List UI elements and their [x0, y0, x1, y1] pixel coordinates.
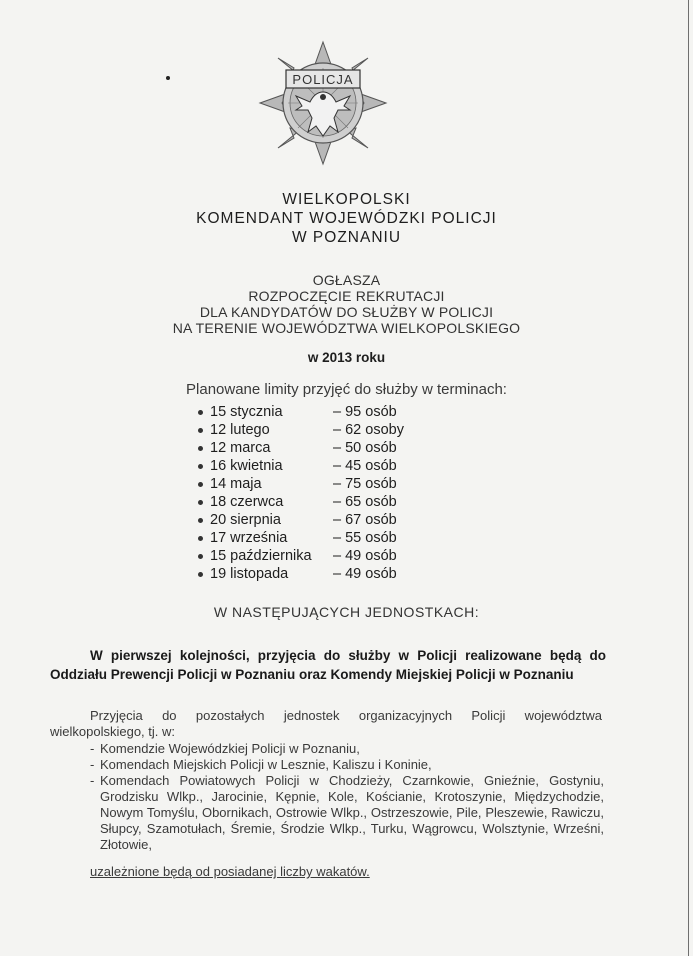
other-units-intro: Przyjęcia do pozostałych jednostek organizacyjnych Policji województwa wielkopolskiego, tj. w:: [50, 708, 602, 739]
limit-row: [198, 475, 438, 493]
limit-count: – 75 osób: [333, 476, 397, 492]
limit-count: – 67 osób: [333, 512, 397, 528]
limit-count: – 49 osób: [333, 548, 397, 564]
limit-count: – 95 osób: [333, 404, 397, 420]
scan-edge-line: [688, 0, 689, 956]
limit-date: 12 lutego: [210, 422, 270, 438]
limit-count: – 50 osób: [333, 440, 397, 456]
limit-row: [198, 403, 438, 421]
bullet-icon: [198, 554, 203, 559]
limit-count: – 55 osób: [333, 530, 397, 546]
heading-line-1: WIELKOPOLSKI: [282, 191, 411, 208]
bullet-icon: [198, 446, 203, 451]
limits-list: [198, 403, 438, 583]
limit-row: [198, 493, 438, 511]
announcement-line-2: ROZPOCZĘCIE REKRUTACJI: [248, 288, 445, 304]
limit-row: [198, 439, 438, 457]
limit-count: – 65 osób: [333, 494, 397, 510]
limit-date: 14 maja: [210, 476, 262, 492]
limit-count: – 49 osób: [333, 566, 397, 582]
limit-row: [198, 457, 438, 475]
list-item: - Komendach Miejskich Policji w Lesznie, Kaliszu i Koninie,: [90, 757, 432, 772]
priority-paragraph: W pierwszej kolejności, przyjęcia do służby w Policji realizowane będą do Oddziału Prewencji Policji w Poznaniu oraz Komendy Miejskiej Policji w Poznaniu: [50, 648, 606, 682]
limits-title: Planowane limity przyjęć do służby w terminach:: [186, 381, 507, 398]
announcement-line-3: DLA KANDYDATÓW DO SŁUŻBY W POLICJI: [199, 304, 494, 320]
limit-row: [198, 421, 438, 439]
limit-date: 18 czerwca: [210, 494, 284, 510]
limit-date: 17 września: [210, 530, 288, 546]
emblem-label: POLICJA: [292, 72, 354, 87]
vacancy-note: uzależnione będą od posiadanej liczby wakatów.: [90, 864, 370, 879]
limit-row: [198, 529, 438, 547]
heading-line-2: KOMENDANT WOJEWÓDZKI POLICJI: [196, 210, 497, 227]
limit-count: – 45 osób: [333, 458, 397, 474]
unit-text: Komendach Powiatowych Policji w Chodzieży, Czarnkowie, Gnieźnie, Gostyniu, Grodzisku Wlkp., Jarocinie, Kępnie, Kole, Kościanie, Krotoszynie, Międzychodzie, Nowym Tomyślu, Obornikach, Ostrowie Wlkp., Ostrzeszowie, Pile, Pleszewie, Rawiczu, Słupcy, Szamotułach, Śremie, Środzie Wlkp., Turku, Wągrowcu, Wolsztynie, Wrześni, Złotowie,: [100, 773, 604, 852]
other-units-list: [90, 741, 604, 853]
unit-text: Komendzie Wojewódzkiej Policji w Poznaniu,: [100, 741, 360, 756]
limit-date: 16 kwietnia: [210, 458, 283, 474]
police-emblem-icon: [258, 40, 388, 166]
limit-date: 19 listopada: [210, 566, 289, 582]
bullet-icon: [198, 464, 203, 469]
recruitment-year: w 2013 roku: [307, 350, 386, 365]
bullet-icon: [198, 572, 203, 577]
bullet-icon: [198, 482, 203, 487]
bullet-icon: [198, 410, 203, 415]
limit-date: 15 stycznia: [210, 404, 283, 420]
heading-line-3: W POZNANIU: [291, 229, 402, 246]
limit-date: 20 sierpnia: [210, 512, 281, 528]
units-heading: W NASTĘPUJĄCYCH JEDNOSTKACH:: [213, 604, 480, 620]
bullet-icon: [198, 518, 203, 523]
limit-date: 15 października: [210, 548, 312, 564]
bullet-icon: [198, 536, 203, 541]
scan-speck: [166, 76, 170, 80]
announcement-line-4: NA TERENIE WOJEWÓDZTWA WIELKOPOLSKIEGO: [172, 320, 521, 336]
limit-count: – 62 osoby: [333, 422, 404, 438]
list-item: - Komendach Powiatowych Policji w Chodzieży, Czarnkowie, Gnieźnie, Gostyniu, Grodzisku Wlkp., Jarocinie, Kępnie, Kole, Kościanie, Krotoszynie, Międzychodzie, Nowym Tomyślu, Obornikach, Ostrowie Wlkp., Ostrzeszowie, Pile, Pleszewie, Rawiczu, Słupcy, Szamotułach, Śremie, Środzie Wlkp., Turku, Wągrowcu, Wolsztynie, Wrześni, Złotowie,: [90, 773, 604, 852]
unit-text: Komendach Miejskich Policji w Lesznie, Kaliszu i Koninie,: [100, 757, 432, 772]
limit-row: [198, 511, 438, 529]
list-item: - Komendzie Wojewódzkiej Policji w Poznaniu,: [90, 741, 360, 756]
limit-row: [198, 547, 438, 565]
limit-date: 12 marca: [210, 440, 271, 456]
bullet-icon: [198, 428, 203, 433]
bullet-icon: [198, 500, 203, 505]
limit-row: [198, 565, 438, 583]
announcement-line-1: OGŁASZA: [312, 272, 381, 288]
